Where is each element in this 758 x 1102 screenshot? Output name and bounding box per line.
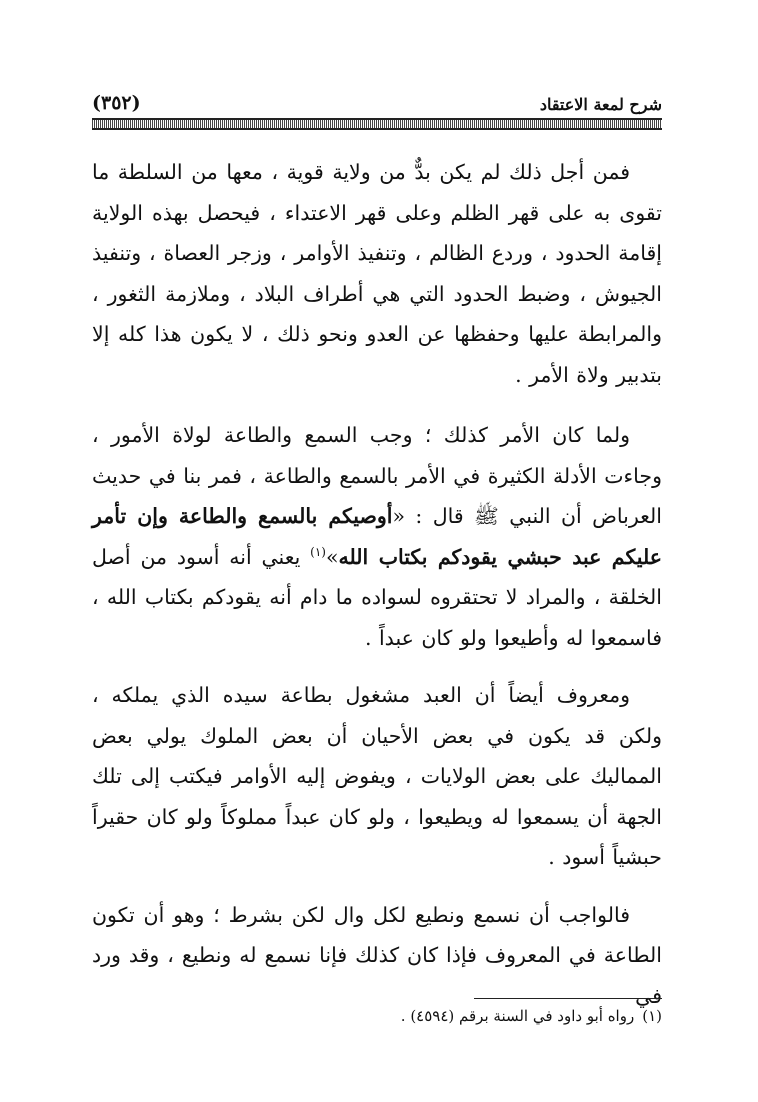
paragraph-2-intro: ولما كان الأمر كذلك ؛ وجب السمع والطاعة لولاة الأمور ، وجاءت الأدلة الكثيرة في الأمر بالسمع والطاعة ، فمر بنا في حديث العرباض أن النبي ﷺ قال : « xyxy=(92,423,662,528)
quote-close: » xyxy=(325,544,339,569)
running-header xyxy=(92,84,662,114)
paragraph-4: فالواجب أن نسمع ونطيع لكل وال لكن بشرط ؛ وهو أن تكون الطاعة في المعروف فإذا كان كذلك فإنا نسمع له ونطيع ، وقد ورد في xyxy=(92,902,662,1008)
footnote-text: رواه أبو داود في السنة برقم (٤٥٩٤) . xyxy=(400,1007,635,1025)
paragraph-2-rest: يعني أنه أسود من أصل الخلقة ، والمراد لا تحتقروه لسواده ما دام أنه يقودكم بكتاب الله ، فاسمعوا له وأطيعوا ولو كان عبداً . xyxy=(92,544,662,650)
paragraph-2 xyxy=(92,415,662,658)
paragraph-3: ومعروف أيضاً أن العبد مشغول بطاعة سيده الذي يملكه ، ولكن قد يكون في بعض الأحيان أن بعض الملوك يولي بعض المماليك على بعض الولايات ، ويفوض إليه الأوامر فيكتب إلى تلك الجهة أن يسمعوا له ويطيعوا ، ولو كان عبداً مملوكاً ولو كان حقيراً حبشياً أسود . xyxy=(92,683,662,869)
footnote-rule xyxy=(474,998,662,999)
body-text xyxy=(92,152,662,1035)
footnote-number: (١) xyxy=(642,1007,662,1025)
footnote-reference: (١) xyxy=(310,544,326,559)
footnote xyxy=(92,1004,662,1028)
page-number: (٣٥٢) xyxy=(92,92,141,114)
header-rule xyxy=(92,118,662,130)
book-title: شرح لمعة الاعتقاد xyxy=(539,95,662,114)
paragraph-1: فمن أجل ذلك لم يكن بدٌّ من ولاية قوية ، معها من السلطة ما تقوى به على قهر الظلم وعلى قهر الاعتداء ، فيحصل بهذه الولاية إقامة الحدود ، وردع الظالم ، وتنفيذ الأوامر ، وزجر العصاة ، وتنفيذ الجيوش ، وضبط الحدود التي هي أطراف البلاد ، وملازمة الثغور ، والمرابطة عليها وحفظها عن العدو ونحو ذلك ، لا يكون هذا كله إلا بتدبير ولاة الأمر . xyxy=(92,160,662,387)
hadith-quote: أوصيكم بالسمع والطاعة وإن تأمر عليكم عبد حبشي يقودكم بكتاب الله xyxy=(92,504,662,569)
